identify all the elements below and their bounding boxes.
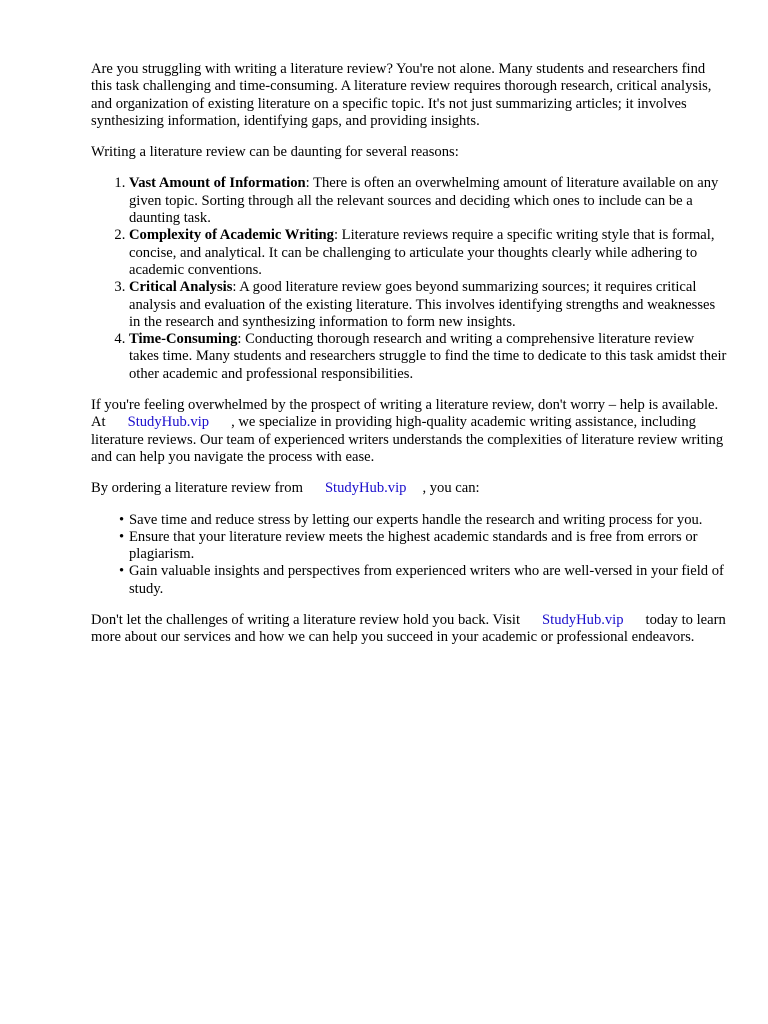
bullet-icon: • (119, 511, 125, 528)
reason-title: Vast Amount of Information (129, 175, 306, 192)
closing-paragraph (91, 612, 727, 647)
order-text-before: By ordering a literature review from (91, 480, 303, 497)
benefit-text: Ensure that your literature review meets the highest academic standards and is free from errors or plagiarism. (129, 528, 698, 563)
studyhub-link[interactable]: StudyHub.vip (324, 480, 407, 497)
help-text-before: If you're feeling overwhelmed by the prospect of writing a literature review, don't worry – help is available. At (91, 397, 719, 431)
reasons-lead: Writing a literature review can be daunting for several reasons: (91, 144, 459, 161)
reason-title: Complexity of Academic Writing (129, 227, 334, 244)
reason-text: : Conducting thorough research and writing a comprehensive literature review takes time. Many students and researchers struggle to find the time to dedicate to this task amidst their other academic and professional responsibilities. (129, 331, 727, 382)
benefits-list (91, 512, 727, 598)
benefit-item (119, 511, 727, 529)
order-paragraph (91, 480, 727, 497)
reason-text: : A good literature review goes beyond summarizing sources; it requires critical analysis and evaluation of the existing literature. This involves identifying strengths and weaknesses in the research and synthesizing information to form new insights. (129, 279, 716, 330)
reason-item (129, 279, 727, 331)
help-paragraph (91, 397, 727, 466)
help-text-after: , we specialize in providing high-quality academic writing assistance, including literature reviews. Our team of experienced writers understands the complexities of literature review writing and can help you navigate the process with ease. (91, 414, 724, 465)
benefit-text: Gain valuable insights and perspectives from experienced writers who are well-versed in your field of study. (129, 563, 724, 597)
benefit-item (119, 563, 727, 598)
studyhub-link[interactable]: StudyHub.vip (127, 414, 210, 431)
closing-text-before: Don't let the challenges of writing a literature review hold you back. Visit (91, 612, 521, 629)
reason-text: : There is often an overwhelming amount of literature available on any given topic. Sorting through all the relevant sources and deciding which ones to include can be a daunting task. (129, 175, 719, 227)
reasons-list (91, 175, 727, 383)
reason-title: Critical Analysis (129, 279, 233, 296)
benefit-item (119, 528, 727, 564)
document-page (91, 61, 727, 647)
reason-item (129, 175, 727, 227)
studyhub-link[interactable]: StudyHub.vip (542, 612, 624, 629)
bullet-icon: • (119, 563, 125, 580)
reason-title: Time-Consuming (129, 331, 238, 348)
benefit-text: Save time and reduce stress by letting our experts handle the research and writing process for you. (129, 511, 703, 528)
reason-item (129, 227, 727, 279)
closing-text-after: today to learn more about our services and how we can help you succeed in your academic or professional endeavors. (91, 612, 726, 646)
order-text-after: , you can: (422, 480, 480, 497)
intro-paragraph: Are you struggling with writing a literature review? You're not alone. Many students and researchers find this task challenging and time-consuming. A literature review requires thorough research, critical analysis, and organization of existing literature on a specific topic. It's not just summarizing articles; it involves synthesizing information, identifying gaps, and providing insights. (91, 61, 712, 129)
bullet-icon: • (119, 528, 125, 545)
reason-text: : Literature reviews require a specific writing style that is formal, concise, and analytical. It can be challenging to articulate your thoughts clearly while adhering to academic conventions. (129, 227, 715, 278)
reason-item (129, 331, 727, 383)
